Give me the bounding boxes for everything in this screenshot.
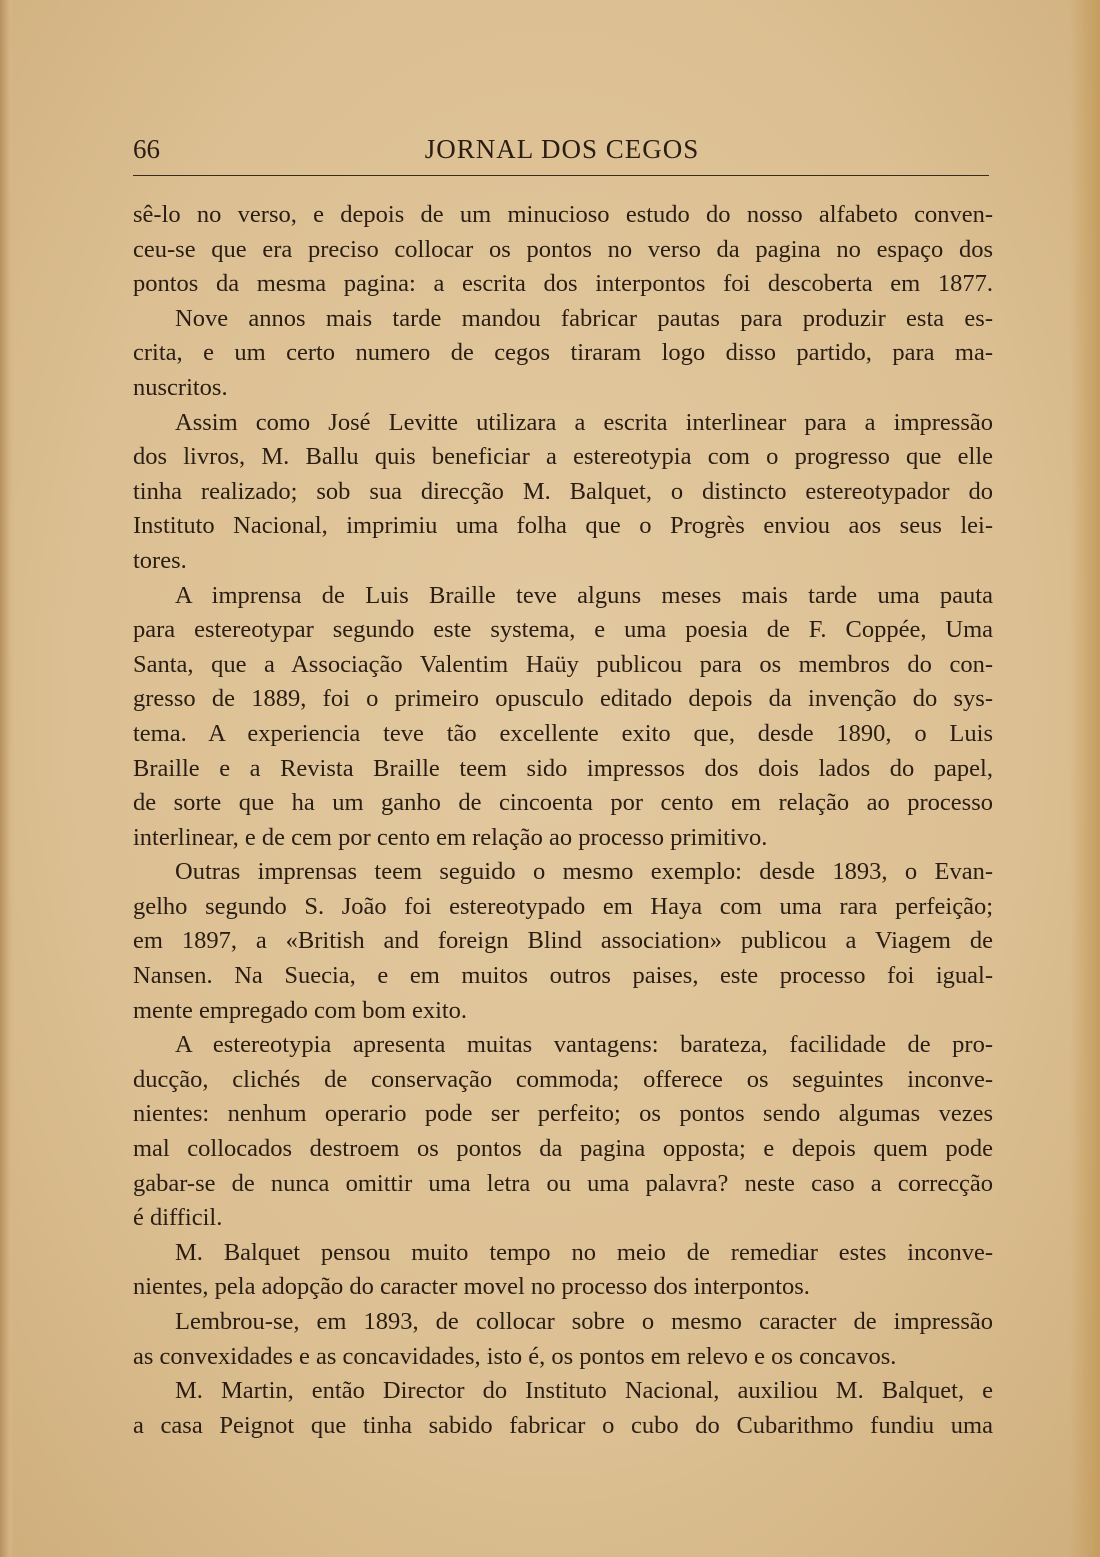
running-title: JORNAL DOS CEGOS [424,134,700,164]
text-line: pontos da mesma pagina: a escrita dos interpontos foi descoberta em 1877. [133,270,993,298]
text-line: gresso de 1889, foi o primeiro opusculo editado depois da invenção do sys- [133,685,993,713]
text-line: mente empregado com bom exito. [133,996,468,1024]
text-line: A imprensa de Luis Braille teve alguns meses mais tarde uma pauta [175,581,993,609]
text-line: ducção, clichés de conservação commoda; offerece os seguintes inconve- [133,1065,993,1093]
text-line: M. Balquet pensou muito tempo no meio de remediar estes inconve- [175,1238,993,1266]
text-line: Nansen. Na Suecia, e em muitos outros paises, este processo foi igual- [133,962,993,990]
text-line: ceu-se que era preciso collocar os pontos no verso da pagina no espaço dos [133,235,993,263]
text-line: Lembrou-se, em 1893, de collocar sobre o mesmo caracter de impressão [175,1308,993,1335]
text-line: A estereotypia apresenta muitas vantagens: barateza, facilidade de pro- [175,1031,993,1059]
text-line: Instituto Nacional, imprimiu uma folha que o Progrès enviou aos seus lei- [133,512,993,540]
text-line: tema. A experiencia teve tão excellente exito que, desde 1890, o Luis [133,719,993,747]
text-line: nientes, pela adopção do caracter movel no processo dos interpontos. [133,1273,810,1301]
text-line: dos livros, M. Ballu quis beneficiar a estereotypia com o progresso que elle [133,443,993,471]
text-line: Braille e a Revista Braille teem sido impressos dos dois lados do papel, [133,754,993,782]
text-line: sê-lo no verso, e depois de um minucioso estudo do nosso alfabeto conven- [133,201,993,228]
page-header [133,128,991,168]
text-line: para estereotypar segundo este systema, e uma poesia de F. Coppée, Uma [133,616,993,644]
text-line: interlinear, e de cem por cento em relação ao processo primitivo. [133,823,768,851]
page-binding-edge [0,0,14,1557]
text-line: tinha realizado; sob sua direcção M. Balquet, o distincto estereotypador do [133,477,993,505]
text-line: M. Martin, então Director do Instituto Nacional, auxiliou M. Balquet, e [175,1377,993,1405]
text-line: Santa, que a Associação Valentim Haüy publicou para os membros do con- [133,650,993,678]
body-text [133,198,993,1443]
text-line: gelho segundo S. João foi estereotypado em Haya com uma rara perfeição; [133,892,993,920]
text-line: nientes: nenhum operario pode ser perfeito; os pontos sendo algumas vezes [133,1100,993,1128]
text-line: Outras imprensas teem seguido o mesmo exemplo: desde 1893, o Evan- [175,858,993,886]
text-line: nuscritos. [133,373,228,401]
text-line: é difficil. [133,1204,223,1232]
text-line: mal collocados destroem os pontos da pagina opposta; e depois quem pode [133,1135,993,1163]
header-rule [133,175,989,176]
text-line: a casa Peignot que tinha sabido fabricar o cubo do Cubarithmo fundiu uma [133,1411,993,1439]
text-line: tores. [133,546,187,574]
page-number: 66 [133,134,160,164]
text-line: Nove annos mais tarde mandou fabricar pautas para produzir esta es- [175,304,993,332]
text-line: em 1897, a «British and foreign Blind association» publicou a Viagem de [133,927,993,955]
text-line: as convexidades e as concavidades, isto é, os pontos em relevo e os concavos. [133,1342,897,1370]
page-outer-edge [1070,0,1100,1557]
text-line: de sorte que ha um ganho de cincoenta por cento em relação ao processo [133,789,993,817]
text-line: Assim como José Levitte utilizara a escrita interlinear para a impressão [175,408,993,436]
text-line: gabar-se de nunca omittir uma letra ou uma palavra? neste caso a correcção [133,1169,993,1197]
text-line: crita, e um certo numero de cegos tiraram logo disso partido, para ma- [133,339,993,367]
